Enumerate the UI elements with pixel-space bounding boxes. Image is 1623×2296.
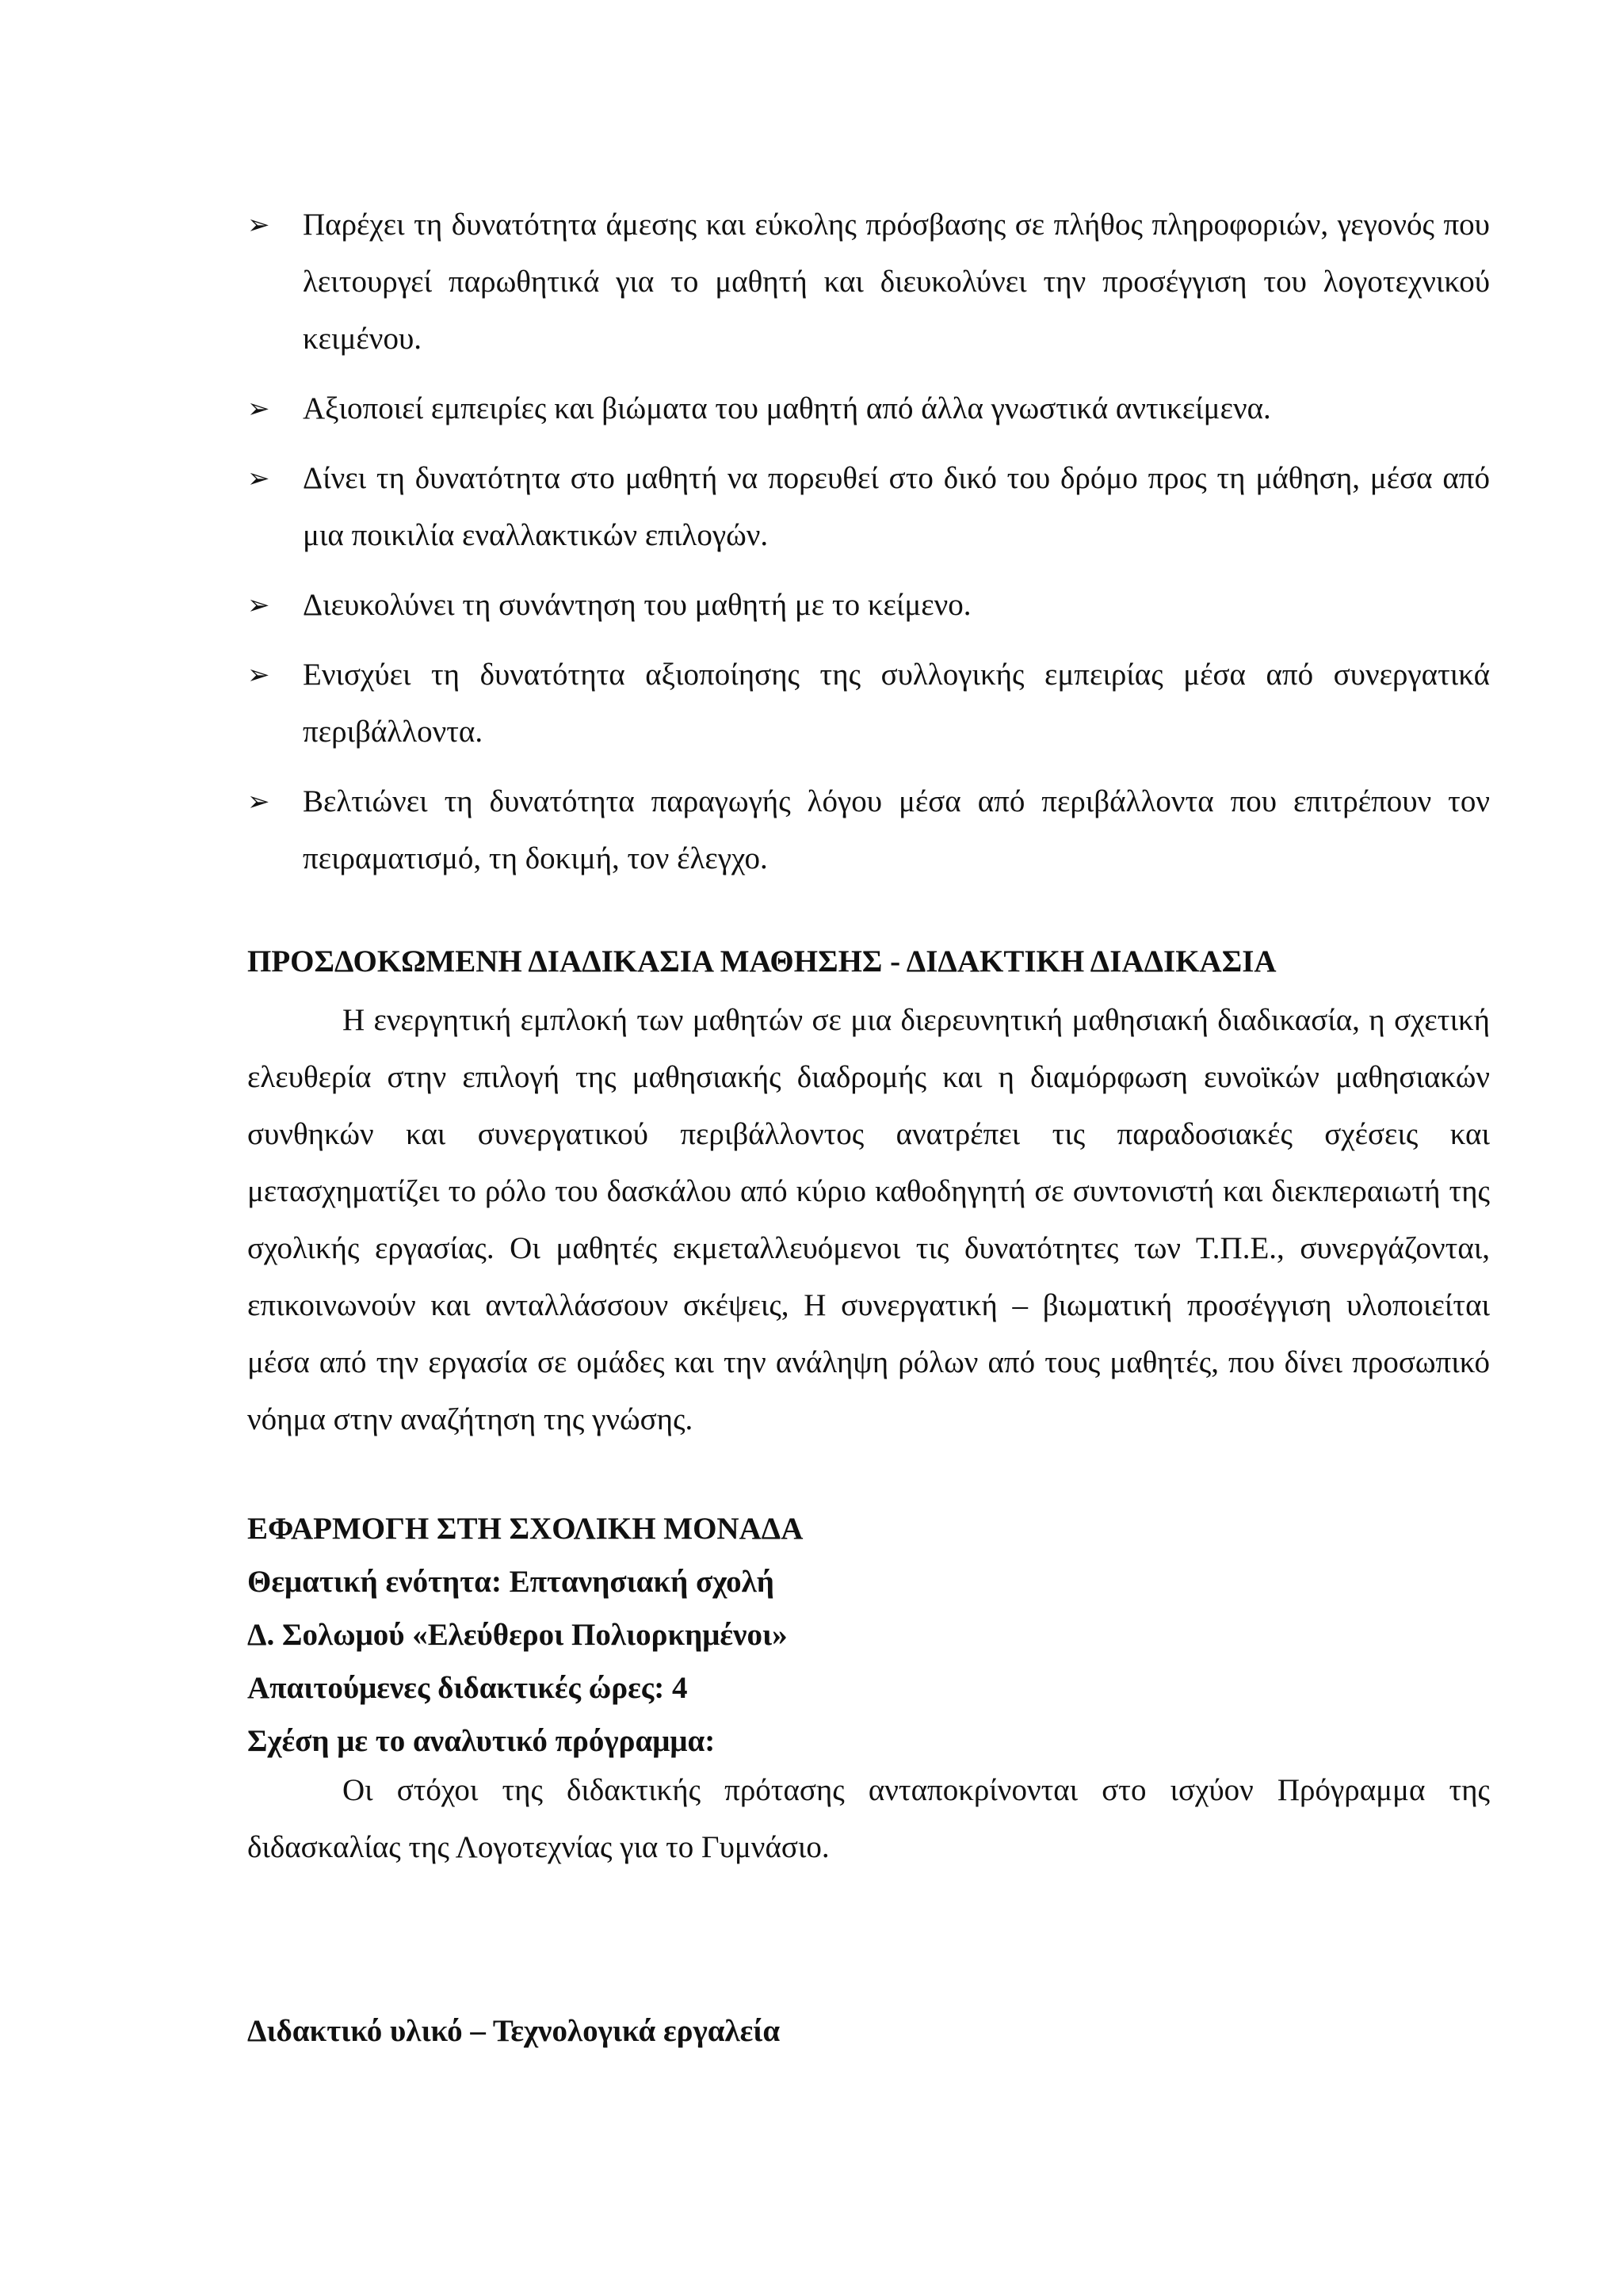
list-item (247, 450, 1490, 564)
advantages-list (247, 196, 1490, 900)
teaching-hours-label: Απαιτούμενες διδακτικές ώρες: 4 (247, 1671, 688, 1705)
arrow-bullet-icon: ➢ (247, 589, 270, 621)
list-item (247, 773, 1490, 887)
list-item (247, 196, 1490, 368)
arrow-bullet-icon: ➢ (247, 209, 270, 241)
list-item (247, 380, 1490, 437)
section-heading-teaching-materials: Διδακτικό υλικό – Τεχνολογικά εργαλεία (247, 2014, 781, 2048)
list-item (247, 577, 1490, 634)
learning-process-paragraph: Η ενεργητική εμπλοκή των μαθητών σε μια διερευνητική μαθησιακή διαδικασία, η σχετική ελευθερία στην επιλογή της μαθησιακής διαδρομής και η διαμόρφωση ευνοϊκών μαθησιακών συνθηκών και συνεργατικού περιβάλλοντος ανατρέπει τις παραδοσιακές σχέσεις και μετασχηματίζει το ρόλο του δασκάλου από κύριο καθοδηγητή σε συντονιστή και διεκπεραιωτή της σχολικής εργασίας. Οι μαθητές εκμεταλλευόμενοι τις δυνατότητες των Τ.Π.Ε., συνεργάζονται, επικοινωνούν και ανταλλάσσουν σκέψεις, Η συνεργατική – βιωματική προσέγγιση υλοποιείται μέσα από την εργασία σε ομάδες και την ανάληψη ρόλων από τους μαθητές, που δίνει προσωπικό νόημα στην αναζήτηση της γνώσης. (247, 1003, 1490, 1436)
thematic-unit-label: Θεματική ενότητα: Επτανησιακή σχολή (247, 1565, 774, 1599)
literary-work-label: Δ. Σολωμού «Ελεύθεροι Πολιορκημένοι» (247, 1618, 788, 1652)
list-item-text: Βελτιώνει τη δυνατότητα παραγωγής λόγου μέσα από περιβάλλοντα που επιτρέπουν τον πειραματισμό, τη δοκιμή, τον έλεγχο. (303, 784, 1490, 875)
arrow-bullet-icon: ➢ (247, 393, 270, 425)
section-heading-learning-process: ΠΡΟΣΔΟΚΩΜΕΝΗ ΔΙΑΔΙΚΑΣΙΑ ΜΑΘΗΣΗΣ - ΔΙΔΑΚΤΙΚΗ ΔΙΑΔΙΚΑΣΙΑ (247, 944, 1277, 978)
arrow-bullet-icon: ➢ (247, 786, 270, 818)
list-item-text: Ενισχύει τη δυνατότητα αξιοποίησης της συλλογικής εμπειρίας μέσα από συνεργατικά περιβάλλοντα. (303, 658, 1490, 749)
arrow-bullet-icon: ➢ (247, 659, 270, 691)
arrow-bullet-icon: ➢ (247, 463, 270, 494)
list-item-text: Διευκολύνει τη συνάντηση του μαθητή με το κείμενο. (303, 588, 972, 622)
curriculum-relation-paragraph: Οι στόχοι της διδακτικής πρότασης ανταποκρίνονται στο ισχύον Πρόγραμμα της διδασκαλίας της Λογοτεχνίας για το Γυμνάσιο. (247, 1773, 1490, 1864)
curriculum-relation-label: Σχέση με το αναλυτικό πρόγραμμα: (247, 1724, 716, 1758)
section-heading-school-application: ΕΦΑΡΜΟΓΗ ΣΤΗ ΣΧΟΛΙΚΗ ΜΟΝΑΔΑ (247, 1512, 804, 1546)
list-item-text: Αξιοποιεί εμπειρίες και βιώματα του μαθητή από άλλα γνωστικά αντικείμενα. (303, 391, 1271, 425)
list-item-text: Δίνει τη δυνατότητα στο μαθητή να πορευθεί στο δικό του δρόμο προς τη μάθηση, μέσα από μια ποικιλία εναλλακτικών επιλογών. (303, 461, 1490, 552)
list-item (247, 646, 1490, 761)
list-item-text: Παρέχει τη δυνατότητα άμεσης και εύκολης πρόσβασης σε πλήθος πληροφοριών, γεγονός που λειτουργεί παρωθητικά για το μαθητή και διευκολύνει την προσέγγιση του λογοτεχνικού κειμένου. (303, 208, 1490, 356)
